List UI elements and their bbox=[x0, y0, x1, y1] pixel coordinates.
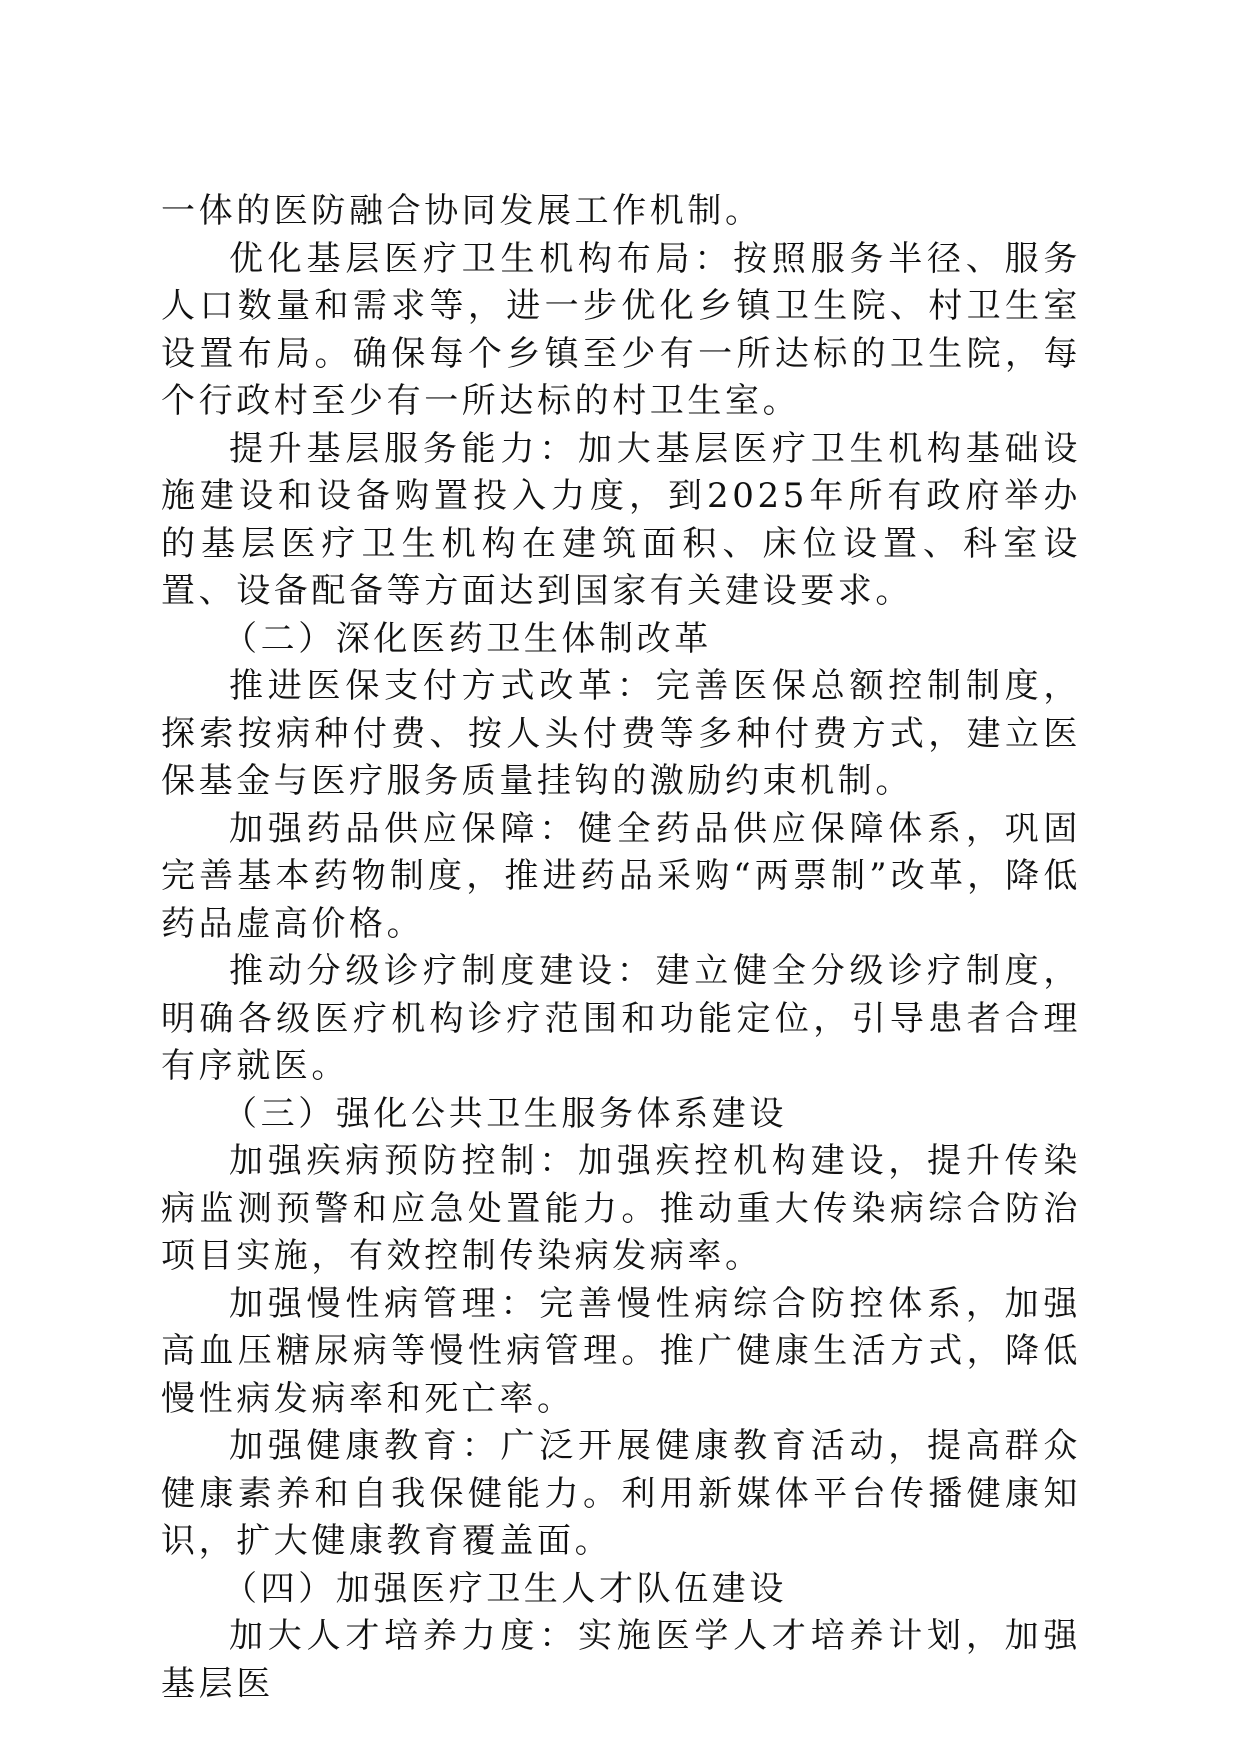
paragraph-talent-training: 加大人才培养力度：实施医学人才培养计划，加强基层医 bbox=[161, 1616, 1081, 1704]
paragraph-service-capacity: 提升基层服务能力：加大基层医疗卫生机构基础设施建设和设备购置投入力度，到2025年所有政府举办的基层医疗卫生机构在建筑面积、床位设置、科室设置、设备配备等方面达到国家有关建设要求。 bbox=[161, 428, 1081, 611]
paragraph-drug-supply: 加强药品供应保障：健全药品供应保障体系，巩固完善基本药物制度，推进药品采购“两票制”改革，降低药品虚高价格。 bbox=[161, 808, 1081, 944]
section-heading-4: （四）加强医疗卫生人才队伍建设 bbox=[223, 1568, 787, 1609]
section-heading-3: （三）强化公共卫生服务体系建设 bbox=[223, 1093, 787, 1134]
paragraph-continuation: 一体的医防融合协同发展工作机制。 bbox=[161, 191, 763, 231]
section-heading-2: （二）深化医药卫生体制改革 bbox=[223, 618, 712, 659]
paragraph-health-education: 加强健康教育：广泛开展健康教育活动，提高群众健康素养和自我保健能力。利用新媒体平台传播健康知识，扩大健康教育覆盖面。 bbox=[161, 1426, 1081, 1561]
paragraph-disease-prevention: 加强疾病预防控制：加强疾控机构建设，提升传染病监测预警和应急处置能力。推动重大传染病综合防治项目实施，有效控制传染病发病率。 bbox=[161, 1141, 1081, 1276]
paragraph-insurance-payment: 推进医保支付方式改革：完善医保总额控制制度，探索按病种付费、按人头付费等多种付费方式，建立医保基金与医疗服务质量挂钩的激励约束机制。 bbox=[161, 666, 1081, 801]
paragraph-optimize-layout: 优化基层医疗卫生机构布局：按照服务半径、服务人口数量和需求等，进一步优化乡镇卫生院、村卫生室设置布局。确保每个乡镇至少有一所达标的卫生院，每个行政村至少有一所达标的村卫生室。 bbox=[161, 238, 1081, 421]
document-body bbox=[161, 188, 1081, 1708]
paragraph-chronic-disease: 加强慢性病管理：完善慢性病综合防控体系，加强高血压糖尿病等慢性病管理。推广健康生活方式，降低慢性病发病率和死亡率。 bbox=[161, 1283, 1081, 1419]
paragraph-tiered-diagnosis: 推动分级诊疗制度建设：建立健全分级诊疗制度，明确各级医疗机构诊疗范围和功能定位，引导患者合理有序就医。 bbox=[161, 951, 1081, 1086]
